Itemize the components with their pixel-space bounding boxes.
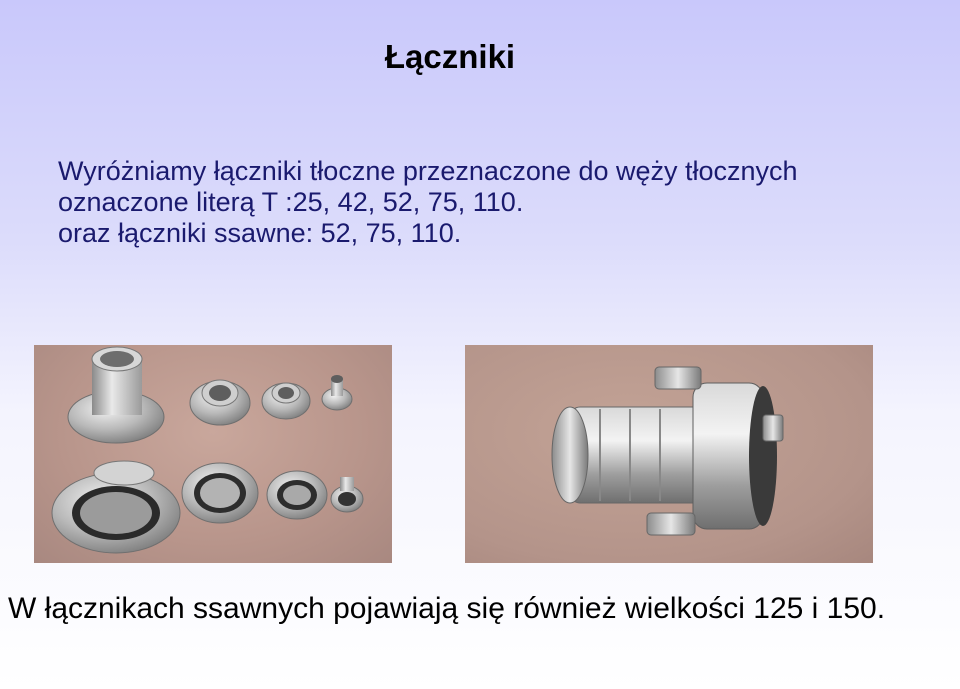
body-line-2: oznaczone literą T :25, 42, 52, 75, 110. (58, 187, 524, 217)
coupling-part (552, 367, 783, 535)
coupling-bottom-4 (331, 477, 363, 512)
body-line-1: Wyróżniamy łączniki tłoczne przeznaczone do węży tłocznych (58, 156, 798, 186)
coupling-top-3 (262, 383, 310, 419)
coupling-top-1 (68, 347, 164, 443)
coupling-top-4 (322, 375, 352, 410)
slide-footer: W łącznikach ssawnych pojawiają się również wielkości 125 i 150. (8, 592, 886, 625)
slide-title: Łączniki (384, 38, 516, 75)
body-line-3: oraz łączniki ssawne: 52, 75, 110. (58, 218, 462, 248)
coupling-bottom-2 (182, 463, 258, 523)
couplings-set-photo (34, 345, 392, 563)
slide-body (58, 156, 938, 249)
coupling-bottom-3 (267, 471, 327, 519)
coupling-top-2 (190, 380, 250, 425)
coupling-bottom-1 (52, 461, 180, 553)
single-coupling-photo (465, 345, 873, 563)
